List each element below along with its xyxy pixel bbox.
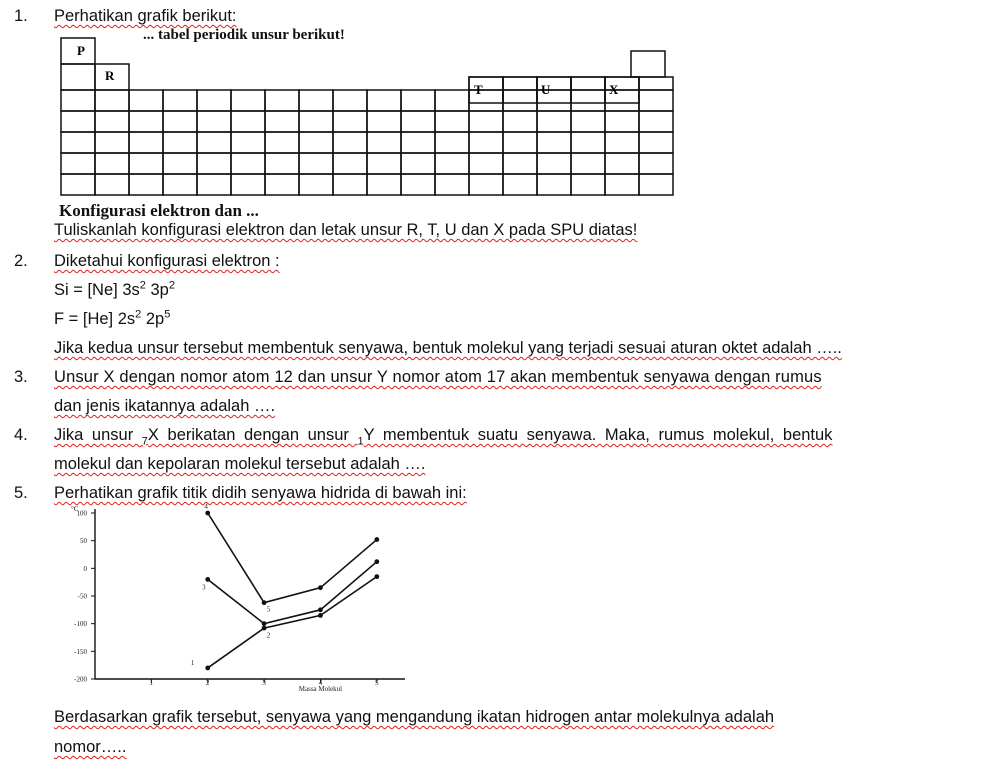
table-cell — [299, 90, 333, 111]
table-cell — [367, 111, 401, 132]
table-cell — [639, 132, 673, 153]
table-cell — [333, 111, 367, 132]
table-cell — [265, 132, 299, 153]
data-point — [262, 626, 267, 631]
series-line — [208, 513, 377, 603]
table-cell — [197, 90, 231, 111]
table-cell — [163, 90, 197, 111]
table-cell — [435, 153, 469, 174]
cell-label-r: R — [105, 68, 115, 83]
q5-title: Perhatikan grafik titik didih senyawa hidrida di bawah ini: — [54, 484, 467, 502]
table-cell — [401, 111, 435, 132]
table-cell — [367, 153, 401, 174]
point-label: 3 — [202, 583, 206, 592]
point-label: 1 — [190, 659, 195, 668]
periodic-table-image — [57, 27, 677, 220]
table-cell — [571, 132, 605, 153]
table-cell — [333, 174, 367, 195]
table-cell — [299, 111, 333, 132]
table-cell — [61, 153, 95, 174]
data-point — [205, 666, 210, 671]
table-cell — [129, 132, 163, 153]
x-tick-label: 2 — [205, 679, 210, 687]
table-cell — [129, 90, 163, 111]
table-cell — [503, 90, 537, 111]
q1-title: Perhatikan grafik berikut: — [54, 7, 237, 25]
table-cell — [401, 90, 435, 111]
cell-label-u: U — [541, 82, 551, 97]
y-tick-label: -50 — [77, 592, 87, 601]
q5-conclusion-line1: Berdasarkan grafik tersebut, senyawa yang mengandung ikatan hidrogen antar molekulnya adalah — [54, 708, 775, 726]
table-cell — [231, 132, 265, 153]
q4-number: 4. — [14, 426, 28, 444]
q2-f-config — [54, 309, 170, 329]
table-cell — [61, 111, 95, 132]
y-axis-label: °C — [71, 505, 79, 513]
y-tick-label: -150 — [74, 647, 87, 656]
q4-sub-7: 7 — [141, 435, 148, 448]
table-cell — [571, 111, 605, 132]
data-point — [262, 600, 267, 605]
cell-label-t: T — [474, 82, 483, 97]
table-cell — [469, 132, 503, 153]
x-tick-label: 4 — [318, 679, 323, 687]
q3-number: 3. — [14, 368, 28, 386]
table-cell — [299, 153, 333, 174]
x-axis-label: Massa Molekul — [298, 685, 343, 693]
table-cell — [571, 174, 605, 195]
q1-number: 1. — [14, 7, 28, 25]
table-cell — [503, 153, 537, 174]
chart-svg — [57, 503, 417, 693]
si-config-mid: 3p — [145, 281, 169, 299]
table-cell — [571, 77, 605, 90]
y-tick-label: 100 — [76, 509, 87, 518]
table-cell — [435, 111, 469, 132]
table-cell — [299, 132, 333, 153]
table-cell — [469, 111, 503, 132]
table-cell — [367, 174, 401, 195]
x-tick-label: 1 — [149, 679, 154, 687]
q4-line1 — [54, 425, 833, 448]
q3-line1: Unsur X dengan nomor atom 12 dan unsur Y nomor atom 17 akan membentuk senyawa dengan rumus — [54, 368, 822, 386]
periodic-table-header: ... tabel periodik unsur berikut! — [143, 27, 345, 43]
table-cell — [503, 132, 537, 153]
x-tick-label: 3 — [262, 679, 266, 687]
q4-text-b: X berikatan dengan unsur — [147, 426, 358, 444]
table-cell — [163, 111, 197, 132]
table-cell — [469, 174, 503, 195]
table-cell — [605, 174, 639, 195]
cell-label-x: X — [609, 82, 619, 97]
table-cell — [639, 90, 673, 111]
y-tick-label: -200 — [74, 675, 87, 684]
table-cell — [537, 153, 571, 174]
data-point — [205, 577, 210, 582]
q4-sub-1: 1 — [357, 435, 364, 448]
table-cell — [95, 111, 129, 132]
table-cell — [333, 132, 367, 153]
table-cell — [61, 90, 95, 111]
table-cell — [265, 90, 299, 111]
cell-label-p: P — [77, 43, 85, 58]
table-cell — [537, 132, 571, 153]
series-line — [208, 577, 377, 668]
si-config-prefix: Si = [Ne] 3s — [54, 281, 140, 299]
table-cell — [571, 90, 605, 111]
table-cell — [95, 132, 129, 153]
point-label: 4 — [204, 503, 208, 511]
table-cell — [129, 174, 163, 195]
table-cell — [639, 153, 673, 174]
si-exp1: 2 — [139, 279, 146, 292]
data-point — [205, 511, 210, 516]
data-point — [374, 574, 379, 579]
q4-text-a: Jika unsur — [54, 426, 142, 444]
table-cell — [435, 174, 469, 195]
table-cell — [95, 174, 129, 195]
periodic-table-footer: Konfigurasi elektron dan ... — [59, 201, 259, 220]
f-config-mid: 2p — [141, 310, 165, 328]
f-exp2: 5 — [164, 308, 171, 321]
table-cell — [503, 174, 537, 195]
table-cell — [503, 77, 537, 90]
table-cell — [231, 90, 265, 111]
table-cell — [401, 153, 435, 174]
q5-conclusion-line2: nomor….. — [54, 738, 127, 756]
data-point — [318, 613, 323, 618]
table-cell — [163, 153, 197, 174]
data-point — [262, 621, 267, 626]
table-cell — [95, 90, 129, 111]
table-cell — [401, 174, 435, 195]
point-label: 5 — [266, 605, 271, 614]
table-cell — [605, 153, 639, 174]
table-cell — [333, 90, 367, 111]
data-point — [374, 559, 379, 564]
table-cell — [469, 153, 503, 174]
table-cell — [571, 153, 605, 174]
table-cell — [537, 174, 571, 195]
table-cell — [163, 132, 197, 153]
table-cell — [367, 132, 401, 153]
table-cell — [61, 174, 95, 195]
q5-number: 5. — [14, 484, 28, 502]
table-cell — [333, 153, 367, 174]
table-cell — [265, 111, 299, 132]
q4-line2: molekul dan kepolaran molekul tersebut adalah …. — [54, 455, 426, 473]
table-cell — [61, 132, 95, 153]
data-point — [318, 585, 323, 590]
q1-instruction: Tuliskanlah konfigurasi elektron dan letak unsur R, T, U dan X pada SPU diatas! — [54, 221, 638, 239]
table-cell — [435, 132, 469, 153]
series-line — [208, 562, 377, 624]
point-label: 2 — [266, 631, 271, 640]
table-cell — [129, 111, 163, 132]
y-tick-label: 0 — [83, 564, 87, 573]
q3-line2: dan jenis ikatannya adalah …. — [54, 397, 276, 415]
table-cell — [299, 174, 333, 195]
table-cell — [197, 153, 231, 174]
q2-si-config — [54, 280, 175, 300]
y-tick-label: 50 — [80, 537, 87, 546]
table-cell — [639, 111, 673, 132]
table-cell — [231, 153, 265, 174]
boiling-point-chart — [57, 503, 417, 698]
q2-intro: Diketahui konfigurasi elektron : — [54, 252, 280, 270]
table-cell — [265, 174, 299, 195]
q4-text-c: Y membentuk suatu senyawa. Maka, rumus molekul, bentuk — [363, 426, 833, 444]
table-cell — [265, 153, 299, 174]
f-config-prefix: F = [He] 2s — [54, 310, 136, 328]
data-point — [318, 607, 323, 612]
periodic-table-grid — [57, 34, 677, 214]
si-exp2: 2 — [168, 279, 175, 292]
table-cell — [435, 90, 469, 111]
table-cell — [197, 111, 231, 132]
table-cell — [197, 132, 231, 153]
table-cell — [401, 132, 435, 153]
table-cell — [163, 174, 197, 195]
table-cell — [537, 111, 571, 132]
table-cell — [231, 111, 265, 132]
table-cell — [639, 77, 673, 90]
data-point — [374, 537, 379, 542]
x-tick-label: 5 — [375, 679, 379, 687]
table-cell — [605, 111, 639, 132]
table-cell — [95, 153, 129, 174]
table-cell — [503, 111, 537, 132]
table-cell — [231, 174, 265, 195]
q2-number: 2. — [14, 252, 28, 270]
q2-question: Jika kedua unsur tersebut membentuk senyawa, bentuk molekul yang terjadi sesuai aturan oktet adalah ….. — [54, 339, 842, 357]
table-cell — [129, 153, 163, 174]
y-tick-label: -100 — [74, 620, 87, 629]
table-cell — [197, 174, 231, 195]
table-cell — [639, 174, 673, 195]
f-exp1: 2 — [135, 308, 142, 321]
table-cell — [605, 132, 639, 153]
table-cell — [367, 90, 401, 111]
